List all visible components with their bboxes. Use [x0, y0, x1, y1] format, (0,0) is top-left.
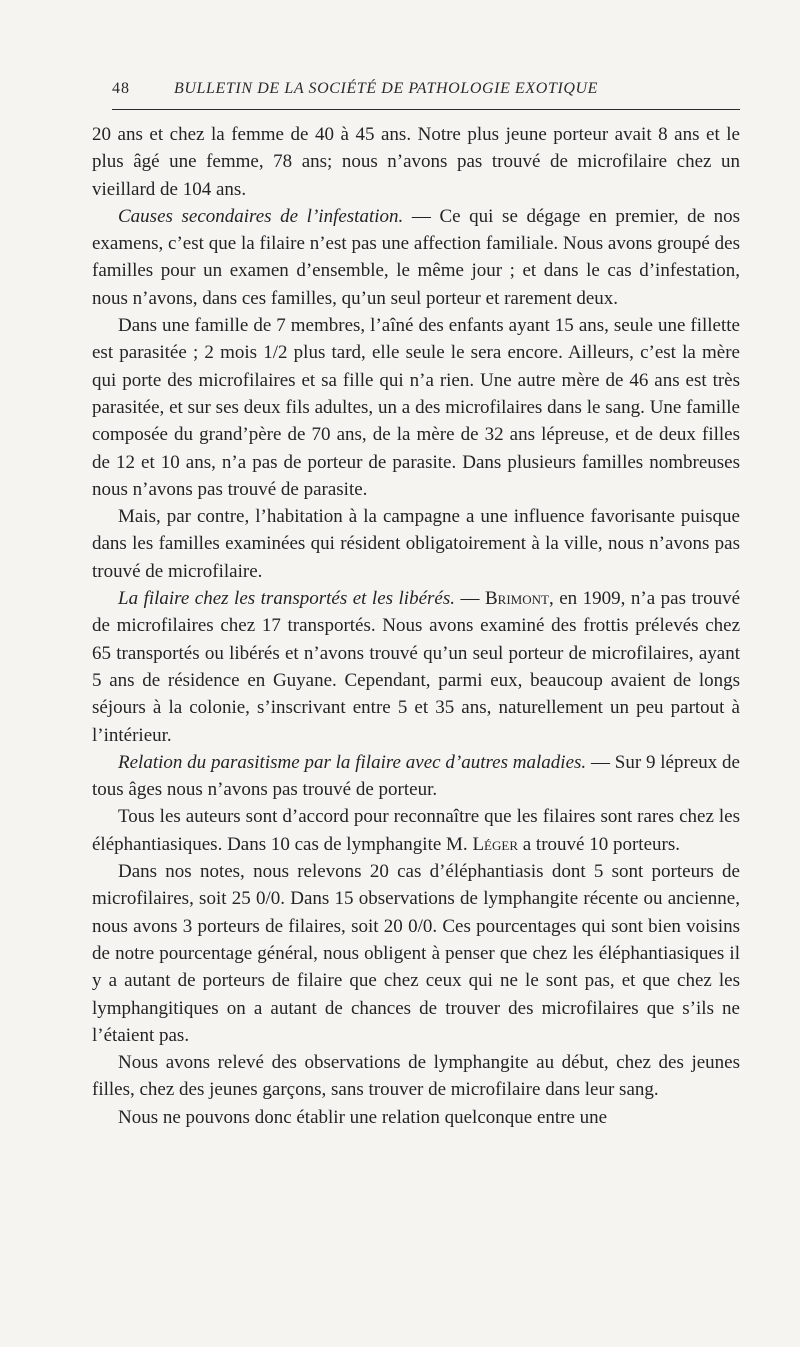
paragraph-10: Nous ne pouvons donc établir une relation quelconque entre une: [118, 1106, 608, 1128]
header-rule: [112, 109, 740, 110]
paragraph-2: [92, 203, 740, 312]
paragraph-6-text: — Sur 9 lépreux de tous âges nous n’avons pas trouvé de porteur.: [92, 751, 740, 801]
paragraph-2-text: — Ce qui se dégage en premier, de nos examens, c’est que la filaire n’est pas une affection familiale. Nous avons groupé des familles pour un examen d’ensemble, le même jour ; et dans le cas d’infestation, nous n’avons, dans ces familles, qu’un seul porteur et rarement deux.: [92, 205, 740, 309]
running-title: BULLETIN DE LA SOCIÉTÉ DE PATHOLOGIE EXOTIQUE: [174, 80, 599, 97]
paragraph-3: Dans une famille de 7 membres, l’aîné des enfants ayant 15 ans, seule une fillette est parasitée ; 2 mois 1/2 plus tard, elle seule le sera encore. Ailleurs, c’est la mère qui porte des microfilaires et sa fille qui n’a rien. Une autre mère de 46 ans est très parasitée, et sur ses deux fils adultes, un a des microfilaires dans le sang. Une famille composée du grand’père de 70 ans, de la mère de 32 ans lépreuse, et de deux filles de 12 et 10 ans, n’a pas de porteur de parasite. Dans plusieurs familles nombreuses nous n’avons pas trouvé de parasite.: [92, 315, 740, 500]
paragraph-5-text: , en 1909, n’a pas trouvé de microfilaires chez 17 transportés. Nous avons examiné des frottis prélevés chez 65 transportés ou libérés et n’avons trouvé qu’un seul porteur de microfilaires, ayant 5 ans de résidence en Guyane. Cependant, parmi eux, beaucoup avaient de longs séjours à la colonie, s’inscrivant entre 5 et 35 ans, naturellement un peu partout à l’intérieur.: [92, 588, 740, 746]
paragraph-5: La filaire chez les transportés et les libérés. — Brimont, en 1909, n’a pas trouvé de microfilaires chez 17 transportés. Nous avons examiné des frottis prélevés chez 65 transportés ou libérés et n’avons trouvé qu’un seul porteur de microfilaires, ayant 5 ans de résidence en Guyane. Cependant, parmi eux, beaucoup avaient de longs séjours à la colonie, s’inscrivant entre 5 et 35 ans, naturellement un peu partout à l’intérieur.: [92, 588, 740, 746]
author-brimont: Brimont: [485, 588, 549, 610]
paragraph-1: 20 ans et chez la femme de 40 à 45 ans. Notre plus jeune porteur avait 8 ans et le plus âgé une femme, 78 ans; nous n’avons pas trouvé de microfilaire chez un vieillard de 104 ans.: [92, 124, 740, 200]
section-heading-causes: Causes secondaires de l’infestation.: [118, 205, 404, 227]
section-heading-relation: Relation du parasitisme par la filaire avec d’autres maladies.: [118, 751, 587, 773]
paragraph-9: Nous avons relevé des observations de lymphangite au début, chez des jeunes filles, chez des jeunes garçons, sans trouver de microfilaire dans leur sang.: [92, 1052, 740, 1101]
running-header: [112, 80, 740, 104]
paragraph-4: Mais, par contre, l’habitation à la campagne a une influence favorisante puisque dans les familles examinées qui résident obligatoirement à la ville, nous n’avons pas trouvé de microfilaire.: [92, 506, 740, 582]
author-leger: Léger: [472, 833, 518, 855]
page-number: 48: [112, 80, 130, 97]
article-body: [92, 121, 740, 1131]
paragraph-7: [92, 803, 740, 858]
paragraph-6: [92, 749, 740, 804]
paragraph-8: Dans nos notes, nous relevons 20 cas d’éléphantiasis dont 5 sont porteurs de microfilaires, soit 25 0/0. Dans 15 observations de lymphangite récente ou ancienne, nous avons 3 porteurs de filaires, soit 20 0/0. Ces pourcentages qui sont bien voisins de notre pourcentage général, nous obligent à penser que chez les éléphantiasiques il y a autant de porteurs de filaire que chez ceux qui ne le sont pas, et que chez les lymphangitiques on a autant de chances de trouver des microfilaires que s’ils ne l’étaient pas.: [92, 861, 740, 1046]
paragraph-7-text-a: Tous les auteurs sont d’accord pour reconnaître que les filaires sont rares chez les éléphantiasiques. Dans 10 cas de lymphangite M.: [92, 806, 740, 855]
section-heading-transportes: La filaire chez les transportés et les libérés.: [118, 588, 455, 610]
paragraph-7-text-b: a trouvé 10 porteurs.: [517, 833, 680, 855]
